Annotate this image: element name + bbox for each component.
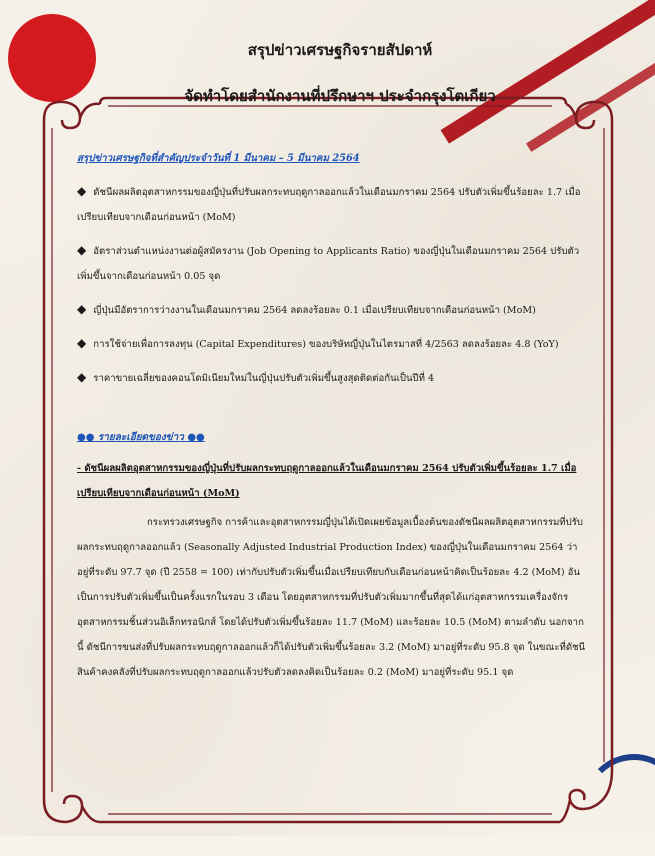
details-subhead: - ดัชนีผลผลิตอุตสาหกรรมของญี่ปุ่นที่ปรับผลกระทบฤดูกาลออกแล้วในเดือนมกราคม 2564 ปรับตัวเพิ่มขึ้นร้อยละ 1.7 เมื่อเปรียบเทียบจากเดือนก่อนหน้า (MoM) [77,463,577,499]
summary-item [77,297,587,323]
diamond-bullet-icon: ◆ [77,184,87,198]
report-header [120,38,560,108]
report-title: สรุปข่าวเศรษฐกิจรายสัปดาห์ [247,41,433,59]
summary-item [77,179,587,230]
summary-title: สรุปข่าวเศรษฐกิจที่สำคัญประจำวันที่ 1 มีนาคม – 5 มีนาคม 2564 [77,153,360,164]
summary-item-text: ราคาขายเฉลี่ยของคอนโดมิเนียมใหม่ในญี่ปุ่นปรับตัวเพิ่มขึ้นสูงสุดติดต่อกันเป็นปีที่ 4 [93,373,435,384]
diamond-bullet-icon: ◆ [77,370,87,384]
summary-item-text: อัตราส่วนตำแหน่งงานต่อผู้สมัครงาน (Job Opening to Applicants Ratio) ของญี่ปุ่นในเดือนมกราคม 2564 ปรับตัวเพิ่มขึ้นจากเดือนก่อนหน้า 0.05 จุด [77,246,580,282]
details-body: กระทรวงเศรษฐกิจ การค้าและอุตสาหกรรมญี่ปุ่นได้เปิดเผยข้อมูลเบื้องต้นของดัชนีผลผลิตอุตสาหกรรมที่ปรับผลกระทบฤดูกาลออกแล้ว (Seasonally Adjusted Industrial Production Index) ของญี่ปุ่นในเดือนมกราคม 2564 ว่าอยู่ที่ระดับ 97.7 จุด (ปี 2558 = 100) เท่ากับปรับตัวเพิ่มขึ้นเมื่อเปรียบเทียบกับเดือนก่อนหน้าคิดเป็นร้อยละ 4.2 (MoM) อันเป็นการปรับตัวเพิ่มขึ้นเป็นครั้งแรกในรอบ 3 เดือน โดยอุตสาหกรรมที่ปรับตัวเพิ่มมากขึ้นที่สุดได้แก่อุตสาหกรรมเครื่องจักรอุตสาหกรรมชิ้นส่วนอิเล็กทรอนิกส์ โดยได้ปรับตัวเพิ่มขึ้นร้อยละ 11.7 (MoM) และร้อยละ 10.5 (MoM) ตามลำดับ นอกจากนี้ ดัชนีการขนส่งที่ปรับผลกระทบฤดูกาลออกแล้วก็ได้ปรับตัวเพิ่มขึ้นร้อยละ 3.2 (MoM) มาอยู่ที่ระดับ 95.8 จุด ในขณะที่ดัชนีสินค้าคงคลังที่ปรับผลกระทบฤดูกาลออกแล้วปรับตัวลดลงคิดเป็นร้อยละ 0.2 (MoM) มาอยู่ที่ระดับ 95.1 จุด [77,517,586,678]
report-subtitle: จัดทำโดยสำนักงานที่ปรึกษาฯ ประจำกรุงโตเกียว [184,87,496,105]
summary-item [77,238,587,289]
summary-item-text: ญี่ปุ่นมีอัตราการว่างงานในเดือนมกราคม 2564 ลดลงร้อยละ 0.1 เมื่อเปรียบเทียบจากเดือนก่อนหน้า (MoM) [93,305,536,316]
details-title: ●● รายละเอียดของข่าว ●● [77,432,205,443]
summary-item [77,365,587,391]
diamond-bullet-icon: ◆ [77,243,87,257]
summary-item [77,331,587,357]
summary-item-text: การใช้จ่ายเพื่อการลงทุน (Capital Expenditures) ของบริษัทญี่ปุ่นในไตรมาสที่ 4/2563 ลดลงร้อยละ 4.8 (YoY) [93,339,559,350]
diamond-bullet-icon: ◆ [77,336,87,350]
diamond-bullet-icon: ◆ [77,302,87,316]
summary-item-text: ดัชนีผลผลิตอุตสาหกรรมของญี่ปุ่นที่ปรับผลกระทบฤดูกาลออกแล้วในเดือนมกราคม 2564 ปรับตัวเพิ่มขึ้นร้อยละ 1.7 เมื่อเปรียบเทียบจากเดือนก่อนหน้า (MoM) [77,187,581,223]
report-body [77,146,587,685]
